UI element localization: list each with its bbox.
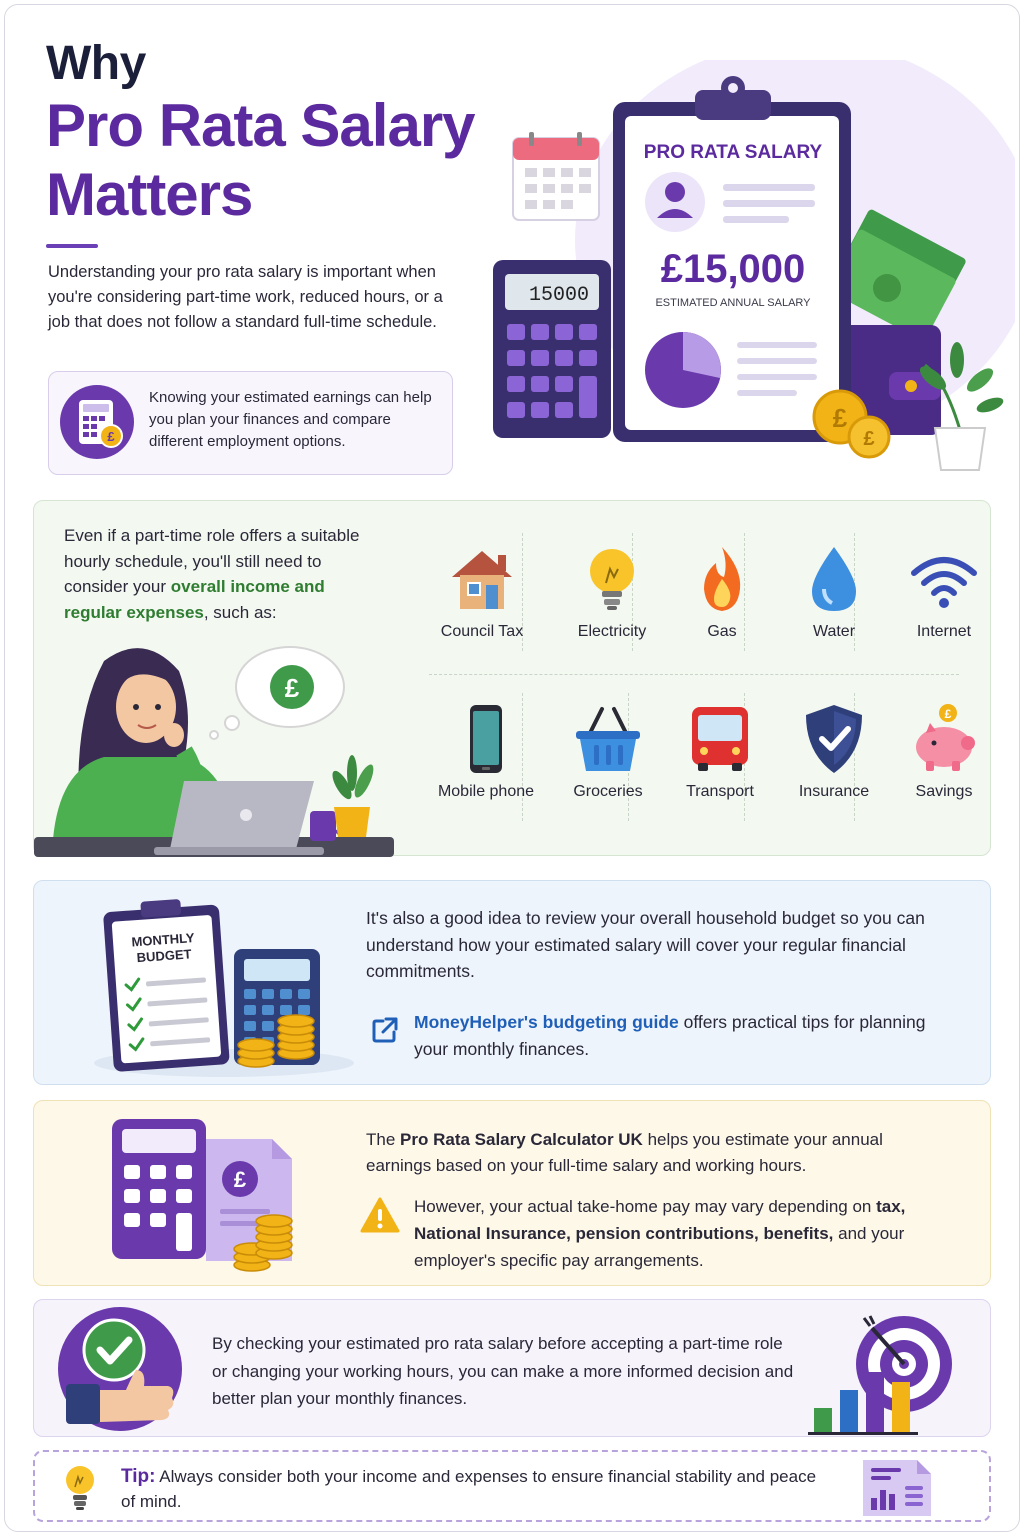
expense-electricity (556, 543, 668, 663)
calculator-display: 15000 (528, 284, 589, 307)
budget-guide-line: MoneyHelper's budgeting guide offers practical tips for planning your monthly finances. (366, 1009, 946, 1063)
expense-transport (664, 703, 776, 823)
pie-chart-icon (645, 332, 721, 408)
expense-grid (394, 533, 984, 833)
salary-caption: ESTIMATED ANNUAL SALARY (655, 297, 811, 309)
document-pound-symbol: £ (233, 1167, 247, 1192)
budget-text: It's also a good idea to review your overall household budget so you can understand how your estimated salary will cover your regular financial commitments. (366, 908, 925, 981)
house-icon (446, 543, 518, 615)
expense-label: Insurance (798, 783, 870, 800)
expenses-highlight: overall income and regular expenses (64, 577, 325, 622)
warning-icon (360, 1197, 400, 1241)
expense-council-tax (426, 543, 538, 663)
budget-clipboard-line2: BUDGET (136, 946, 193, 966)
grid-divider (429, 674, 959, 675)
calculator-illustration (106, 1115, 336, 1277)
thumbs-up-check-illustration (56, 1300, 186, 1438)
woman-laptop-illustration (34, 631, 394, 857)
target-growth-illustration (774, 1308, 974, 1436)
decision-section (33, 1299, 991, 1437)
expense-label: Mobile phone (437, 783, 535, 800)
hero-note-text: Knowing your estimated earnings can help you plan your finances and compare different employment options. (149, 389, 432, 450)
hero-intro: Understanding your pro rata salary is important when you're considering part-time work, reduced hours, or a job that does not follow a standard full-time schedule. (48, 263, 443, 331)
expense-internet (888, 543, 1000, 663)
svg-text:£: £ (107, 429, 115, 444)
svg-text:£: £ (944, 707, 952, 721)
expense-label: Groceries (573, 783, 643, 800)
page-title (46, 37, 475, 248)
svg-text:£: £ (832, 403, 848, 433)
thought-bubble (210, 647, 344, 739)
svg-text:£: £ (863, 428, 875, 450)
expenses-intro: Even if a part-time role offers a suitable hourly schedule, you'll still need to consider your overall income and regular expenses, such as: (64, 526, 360, 622)
flame-icon (686, 543, 758, 615)
basket-icon (572, 703, 644, 775)
tip-text: Tip: Always consider both your income and expenses to ensure financial stability and peace of mind. (121, 1466, 817, 1511)
expense-label: Council Tax (440, 623, 524, 640)
lightbulb-icon (576, 543, 648, 615)
bus-icon (684, 703, 756, 775)
expense-water (778, 543, 890, 663)
expense-groceries (552, 703, 664, 823)
expense-label: Internet (916, 623, 972, 640)
calculator-pound-icon (59, 384, 135, 460)
piggy-bank-icon (908, 703, 980, 775)
expense-gas (666, 543, 778, 663)
expense-label: Transport (686, 783, 754, 800)
expense-label: Savings (915, 783, 973, 800)
mobile-phone-icon (450, 703, 522, 775)
expense-mobile-phone (430, 703, 542, 823)
water-drop-icon (798, 543, 870, 615)
expense-insurance (778, 703, 890, 823)
pound-symbol: £ (284, 673, 300, 703)
check-circle-icon (84, 1320, 144, 1380)
budget-clipboard-line1: MONTHLY (131, 930, 195, 950)
calculator-icon (493, 260, 611, 438)
expense-label: Water (812, 623, 856, 640)
calculator-section (33, 1100, 991, 1286)
take-home-warning: However, your actual take-home pay may vary depending on tax, National Insurance, pension contributions, benefits, and your employer's specific pay arrangements. (366, 1193, 946, 1274)
tip-label: Tip: (121, 1466, 156, 1487)
hero-note-box (48, 371, 453, 475)
expenses-section (33, 500, 991, 856)
expense-label: Electricity (577, 623, 647, 640)
wifi-icon (908, 543, 980, 615)
clipboard-heading: PRO RATA SALARY (643, 142, 823, 163)
calculator-description: The Pro Rata Salary Calculator UK helps you estimate your annual earnings based on your full-time salary and working hours. (366, 1130, 883, 1175)
tip-box (33, 1450, 991, 1522)
desk-plant-icon (329, 755, 377, 837)
report-document-icon (857, 1458, 937, 1523)
expense-label: Gas (707, 623, 737, 640)
shield-check-icon (798, 703, 870, 775)
budget-section (33, 880, 991, 1085)
title-underline (46, 244, 98, 248)
title-line-why: Why (46, 37, 146, 90)
decision-text: By checking your estimated pro rata salary before accepting a part-time role or changing your working hours, you can make a more informed decision and better plan your monthly finances. (212, 1334, 794, 1408)
moneyhelper-budgeting-link[interactable]: MoneyHelper's budgeting guide (414, 1012, 679, 1032)
calendar-icon (513, 132, 599, 220)
calculator-name: Pro Rata Salary Calculator UK (400, 1130, 643, 1149)
budget-clipboard (102, 896, 229, 1072)
salary-clipboard (613, 76, 851, 442)
title-line-matters: Matters (46, 161, 253, 228)
calculator-icon (112, 1119, 206, 1259)
budget-illustration (84, 893, 374, 1078)
salary-amount: £15,000 (660, 247, 806, 291)
hero-illustration (485, 60, 1015, 480)
deduction-factors: tax, National Insurance, pension contributions, benefits, (414, 1197, 906, 1243)
external-link-icon (370, 1015, 400, 1053)
expense-savings (888, 703, 1000, 823)
title-line-pro-rata: Pro Rata Salary (46, 92, 475, 159)
lightbulb-icon (63, 1463, 97, 1516)
